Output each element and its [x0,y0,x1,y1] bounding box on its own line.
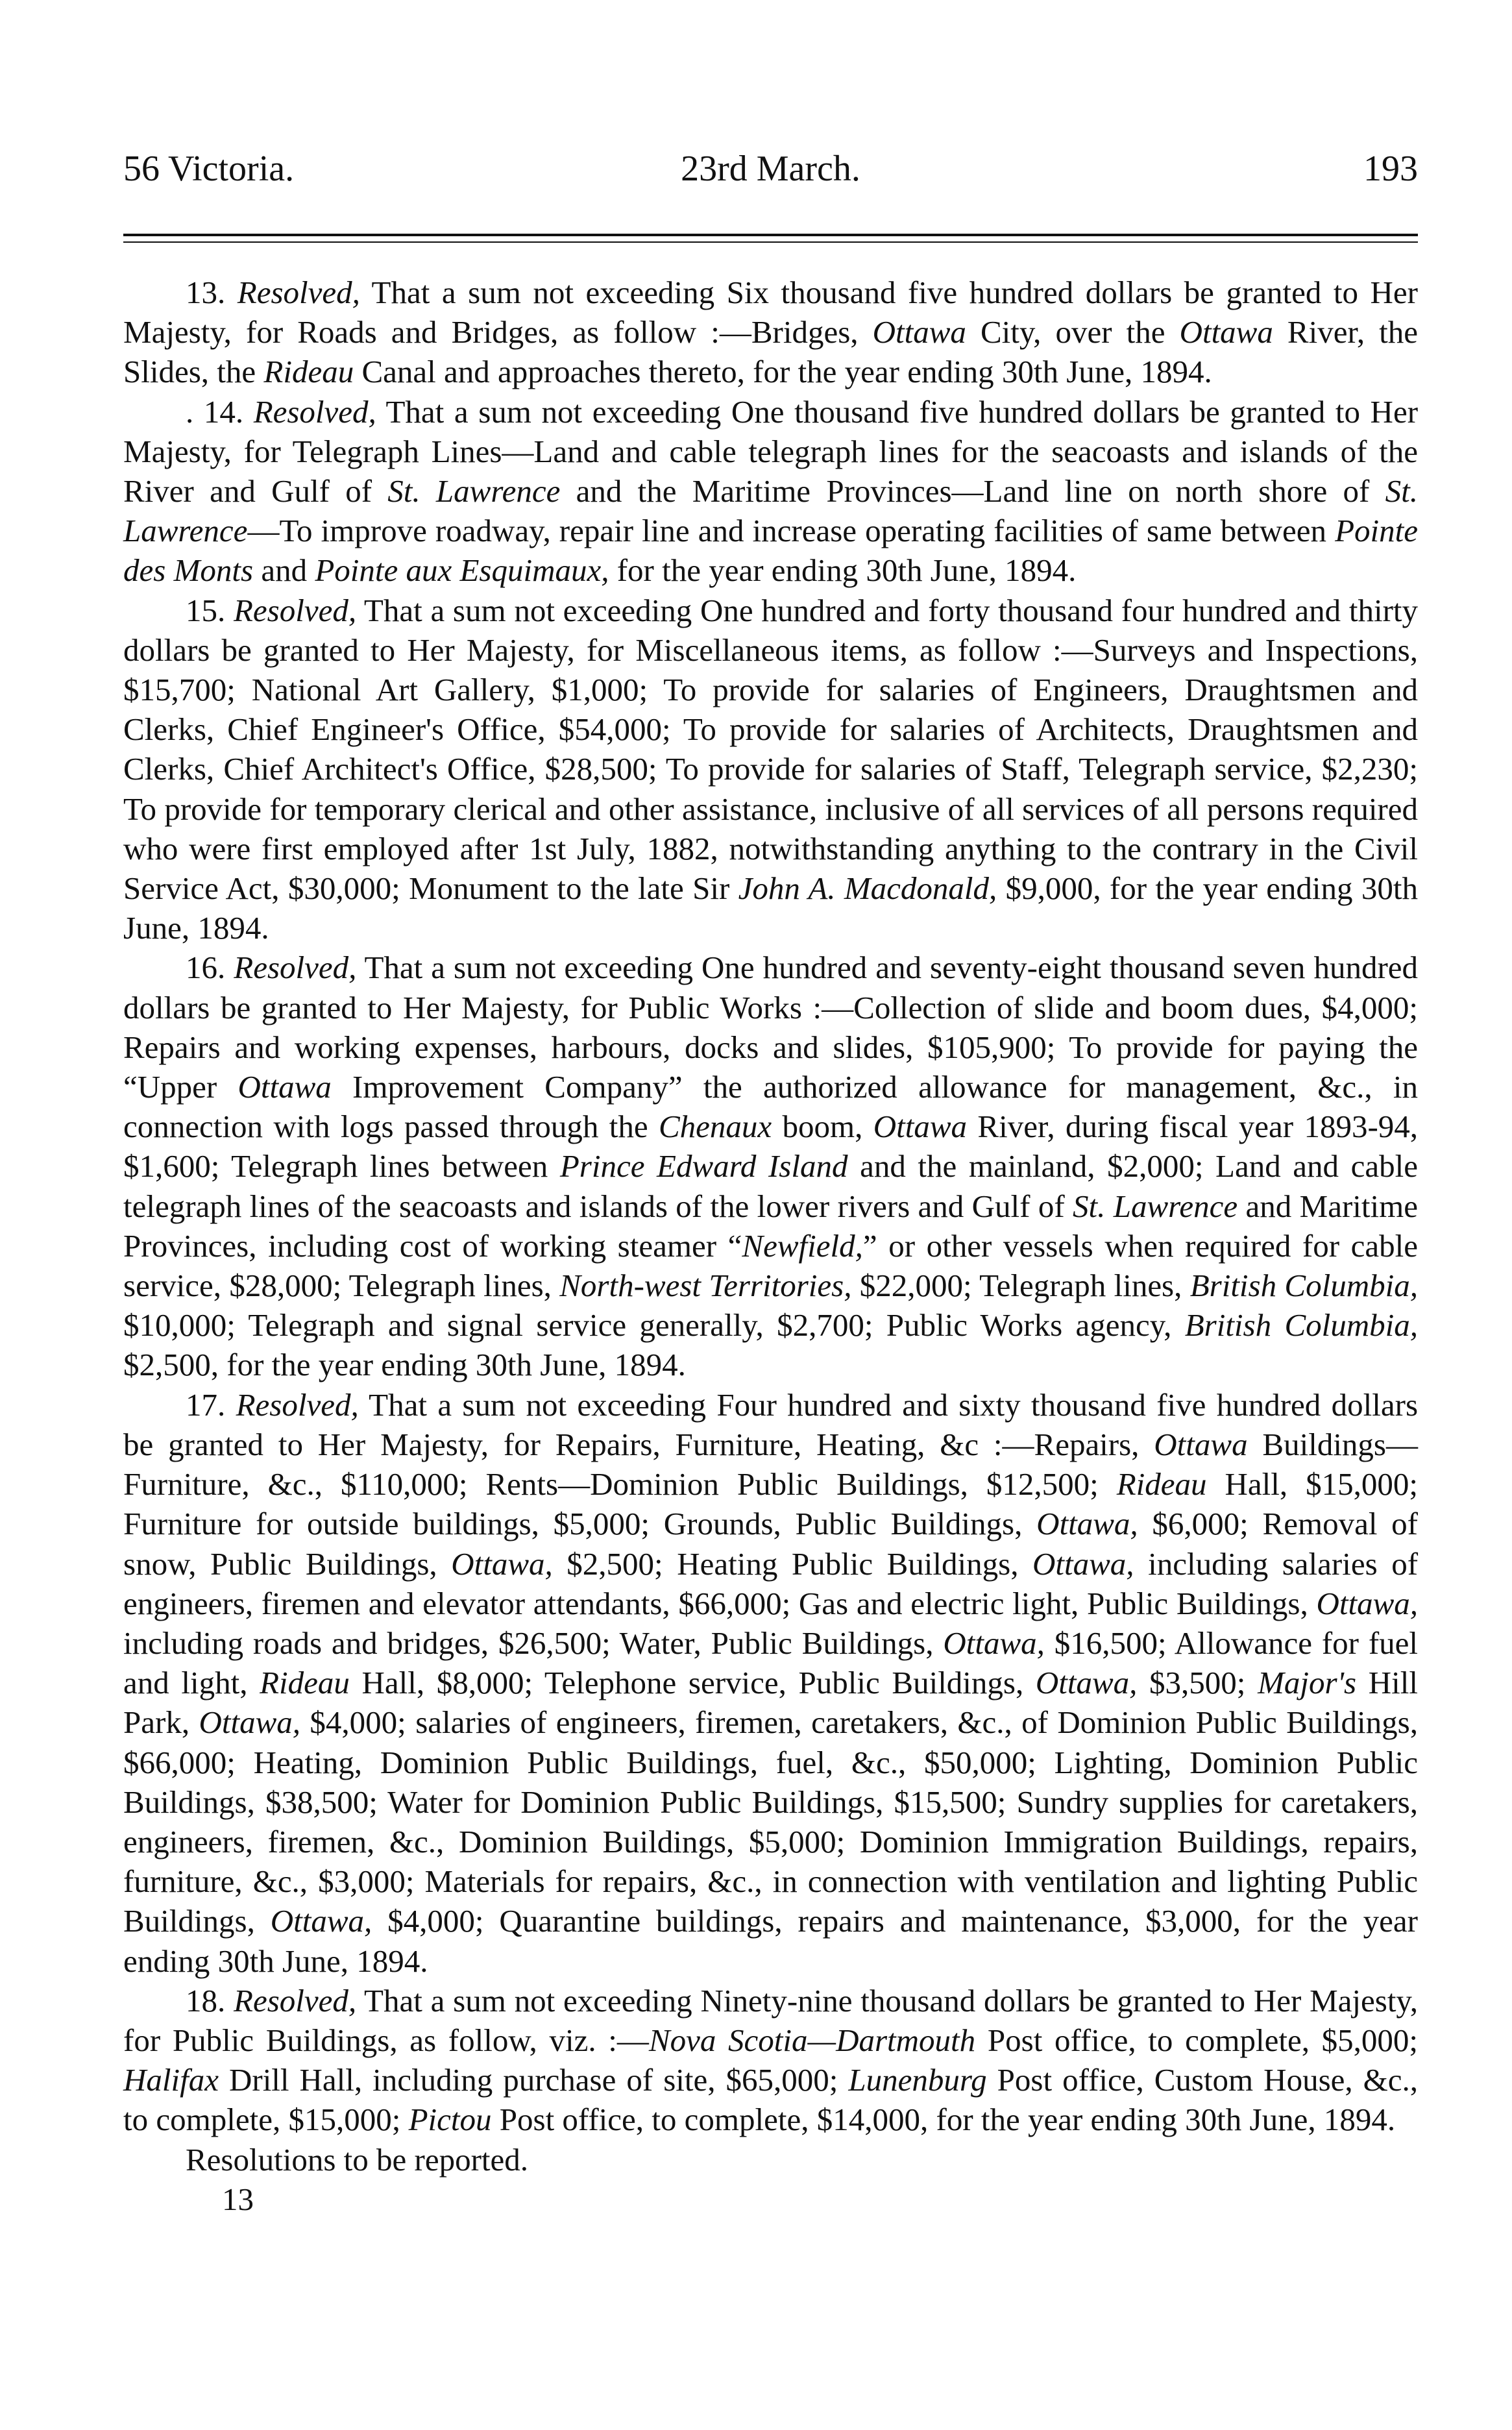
page-number: 193 [1363,149,1418,189]
italic-run: Pointe aux Esquimaux, [315,552,609,589]
italic-run: British Columbia, [1189,1268,1418,1304]
text-run: That a sum not exceeding One thousand five hundred dollars be granted to Her Majesty, for Telegraph Lines—Land and cable telegraph lines for the seacoasts and islands of the River and Gulf of [123,393,1419,509]
italic-run: Ottawa, [1035,1665,1138,1701]
text-run: That a sum not exceeding Six thousand five hundred dollars be granted to Her Majesty, for Roads and Bridges, as follow :—Bridges, [123,275,1418,350]
text-run: Buildings—Furniture, &c., $110,000; Rents—Dominion Public Buildings, $12,500; [123,1426,1419,1503]
italic-run: Prince Edward Island [559,1148,848,1184]
text-run: and the mainland, $2,000; Land and cable telegraph lines of the seacoasts and islands of the lower rivers and Gulf of [123,1148,1418,1224]
resolution-paragraph [123,392,1418,591]
text-run: City, over the [966,314,1180,350]
text-run: $16,500; Allowance for fuel and light, [123,1625,1418,1701]
italic-run: Ottawa, [270,1903,372,1939]
text-run: ” or other vessels when required for cable service, $28,000; Telegraph lines, [123,1227,1419,1304]
italic-run: Ottawa, [1036,1506,1138,1542]
italic-run: Ottawa [872,314,966,350]
italic-run: John A. Macdonald, [738,870,997,907]
italic-run: Ottawa [238,1069,332,1105]
text-run: $9,000, for the year ending 30th June, 1894. [123,870,1418,946]
italic-run: Chenaux [658,1109,772,1145]
italic-run: Ottawa [1154,1426,1248,1462]
header-double-rule [123,234,1418,243]
italic-run: Resolved, [234,950,357,986]
text-run: including roads and bridges, $26,500; Water, Public Buildings, [123,1625,944,1661]
italic-run: Resolved, [237,275,360,310]
text-run: 13. [186,275,238,310]
italic-run: Resolved, [234,1982,357,2019]
text-run: and [253,552,315,589]
italic-run: Rideau [1116,1466,1207,1503]
text-run: $4,000; Quarantine buildings, repairs and maintenance, $3,000, for the year ending 30th June, 1894. [123,1903,1418,1979]
text-run: $22,000; Telegraph lines, [851,1268,1190,1304]
text-run: That a sum not exceeding One hundred and seventy-eight thousand seven hundred dollars be granted to Her Majesty, for Public Works :—Collection of slide and boom dues, $4,000; Repairs and working expenses, harbours, docks and slides, $105,900; To provide for paying the “Upper [123,950,1419,1105]
italic-run: Resolved, [253,393,376,430]
text-run: Improvement Company” the authorized allowance for management, &c., in connection with logs passed through the [123,1069,1418,1145]
text-run: River, during fiscal year 1893-94, $1,600; Telegraph lines between [123,1109,1419,1184]
text-run: Hall, $15,000; Furniture for outside buildings, $5,000; Grounds, Public Buildings, [123,1466,1419,1542]
text-run: River, the Slides, the [123,314,1419,390]
italic-run: Halifax [123,2062,219,2098]
text-run: and Maritime Provinces, including cost of working steamer “ [123,1188,1419,1264]
italic-run: Lunenburg [848,2062,987,2098]
header-session: 56 Victoria. [123,149,295,189]
italic-run: Ottawa, [943,1625,1045,1661]
italic-run: Pictou [408,2102,492,2138]
italic-run: Pointe des Monts [123,513,1418,589]
text-run: Hill Park, [123,1665,1418,1741]
text-run: 17. [186,1386,236,1423]
italic-run: Ottawa, [1032,1545,1134,1582]
text-run: 15. [186,592,234,628]
italic-run: British Columbia, [1184,1307,1418,1344]
text-run: $4,000; salaries of engineers, firemen, caretakers, &c., of Dominion Public Buildings, $66,000; Heating, Dominion Public Buildings, fuel, &c., $50,000; Lighting, Dominion Public Buildings, $38,500; Water for Dominion Public Buildings, $15,500; Sundry supplies for caretakers, engineers, firemen, &c., Dominion Buildings, $5,000; Dominion Immigration Buildings, repairs, furniture, &c., $3,000; Materials for repairs, &c., in connection with ventilation and lighting Public Buildings, [123,1704,1418,1939]
page-header [123,143,1418,195]
italic-run: Ottawa [1179,314,1273,350]
italic-run: Major's [1258,1665,1357,1701]
text-run: $6,000; Removal of snow, Public Buildings, [123,1506,1418,1582]
italic-run: Ottawa, [1316,1585,1418,1621]
text-run: boom, [772,1109,873,1145]
italic-run: North-west Territories, [559,1268,852,1304]
text-run: $3,500; [1137,1665,1258,1701]
text-run: Post office, Custom House, &c., to complete, $15,000; [123,2062,1418,2138]
text-run: Post office, to complete, $14,000, for the year ending 30th June, 1894. [491,2102,1396,2138]
text-run: That a sum not exceeding One hundred and forty thousand four hundred and thirty dollars be granted to Her Majesty, for Miscellaneous items, as follow :—Surveys and Inspections, $15,700; National Art Gallery, $1,000; To provide for salaries of Engineers, Draughtsmen and Clerks, Chief Engineer's Office, $54,000; To provide for salaries of Architects, Draughtsmen and Clerks, Chief Architect's Office, $28,500; To provide for salaries of Staff, Telegraph service, $2,230; To provide for temporary clerical and other assistance, inclusive of all services of all persons required who were first employed after 1st July, 1882, notwithstanding anything to the contrary in the Civil Service Act, $30,000; Monument to the late Sir [123,592,1418,907]
text-run: —To improve roadway, repair line and increase operating facilities of same between [247,513,1335,549]
resolution-paragraph [123,948,1418,1384]
italic-run: Rideau [263,354,354,390]
italic-run: Newfield, [742,1227,863,1264]
resolution-paragraph [123,1981,1418,2140]
text-run: and the Maritime Provinces—Land line on north shore of [560,473,1385,509]
text-run: including salaries of engineers, firemen and elevator attendants, $66,000; Gas and electric light, Public Buildings, [123,1545,1419,1621]
italic-run: Resolved, [236,1386,359,1423]
resolution-paragraph [123,591,1418,948]
text-run: 18. [186,1982,234,2019]
text-run: Drill Hall, including purchase of site, $65,000; [218,2062,849,2098]
text-run: $2,500; Heating Public Buildings, [552,1545,1033,1582]
italic-run: Ottawa, [199,1704,301,1741]
italic-run: St. Lawrence [1073,1188,1238,1224]
closing-line: Resolutions to be reported. [186,2141,529,2178]
text-run: Hall, $8,000; Telephone service, Public Buildings, [349,1665,1036,1701]
text-run: . 14. [186,393,254,430]
paragraph-list [123,273,1418,2140]
signature-number: 13 [222,2181,254,2217]
italic-run: Rideau [260,1665,350,1701]
resolutions-body [123,273,1418,2219]
italic-run: Resolved, [233,592,357,628]
text-run: That a sum not exceeding Ninety-nine thousand dollars be granted to Her Majesty, for Public Buildings, as follow, viz. :— [123,1982,1418,2058]
italic-run: Ottawa, [451,1545,553,1582]
italic-run: Ottawa [873,1109,968,1145]
header-date: 23rd March. [681,149,860,189]
text-run: 16. [186,950,234,986]
italic-run: St. Lawrence [387,473,561,509]
text-run: Post office, to complete, $5,000; [975,2022,1419,2058]
text-run: for the year ending 30th June, 1894. [609,552,1077,589]
italic-run: Nova Scotia—Dartmouth [648,2022,976,2058]
text-run: $2,500, for the year ending 30th June, 1894. [123,1347,686,1383]
resolution-paragraph [123,273,1418,392]
resolution-paragraph [123,1385,1418,1981]
text-run: That a sum not exceeding Four hundred and sixty thousand five hundred dollars be granted to Her Majesty, for Repairs, Furniture, Heating, &c :—Repairs, [123,1386,1419,1462]
italic-run: St. Lawrence [123,473,1419,549]
text-run: $10,000; Telegraph and signal service generally, $2,700; Public Works agency, [123,1307,1185,1344]
text-run: Canal and approaches thereto, for the year ending 30th June, 1894. [354,354,1212,390]
